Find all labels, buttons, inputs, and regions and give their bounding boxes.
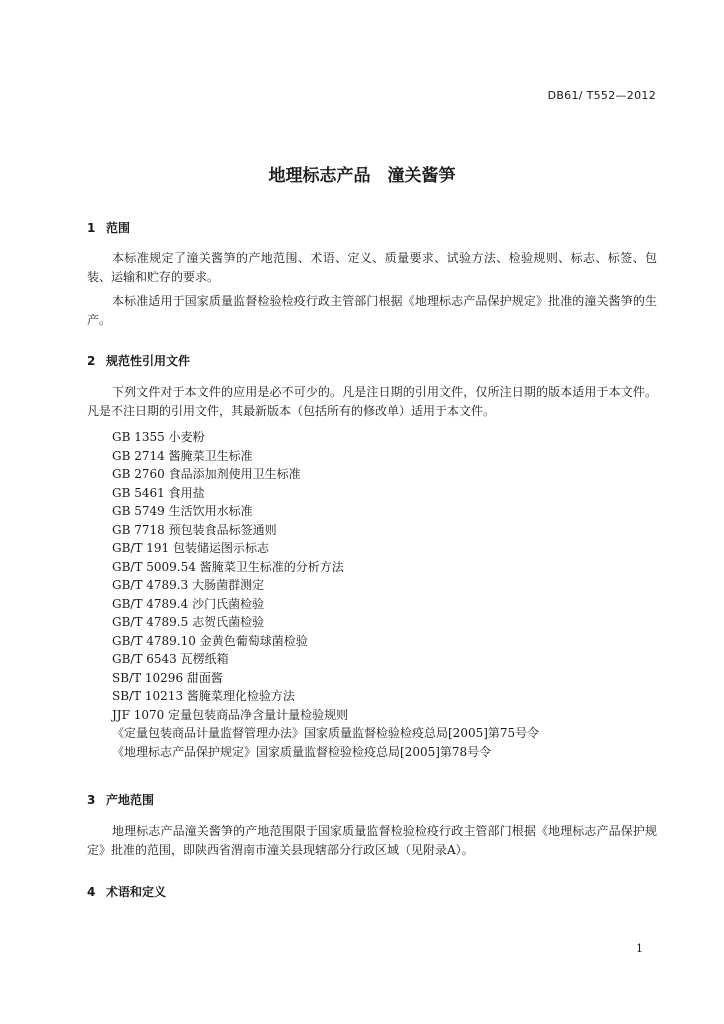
list-item: GB 5749 生活饮用水标准 <box>112 504 253 518</box>
page-number: 1 <box>636 942 643 955</box>
list-item: JJF 1070 定量包装商品净含量计量检验规则 <box>112 707 349 722</box>
section-title: 产地范围 <box>106 793 155 807</box>
section-3-heading <box>87 791 154 808</box>
reference-list <box>112 428 539 761</box>
section-1-paragraph-1: 本标准规定了潼关酱笋的产地范围、术语、定义、质量要求、试验方法、检验规则、标志、标签、包装、运输和贮存的要求。 <box>87 251 657 284</box>
section-4-heading <box>87 883 166 900</box>
section-3-paragraph: 地理标志产品潼关酱笋的产地范围限于国家质量监督检验检疫行政主管部门根据《地理标志产品保护规定》批准的范围，即陕西省渭南市潼关县现辖部分行政区域（见附录A）。 <box>87 824 657 857</box>
list-item: GB/T 4789.4 沙门氏菌检验 <box>112 596 265 611</box>
list-item: GB 5461 食用盐 <box>112 485 205 500</box>
list-item: 《定量包装商品计量监督管理办法》国家质量监督检验检疫总局[2005]第75号令 <box>112 726 540 740</box>
list-item: 《地理标志产品保护规定》国家质量监督检验检疫总局[2005]第78号令 <box>112 744 492 759</box>
section-title: 规范性引用文件 <box>106 354 191 368</box>
list-item: GB 1355 小麦粉 <box>112 430 205 444</box>
list-item: GB 7718 预包装食品标签通则 <box>112 522 277 537</box>
list-item: SB/T 10213 酱腌菜理化检验方法 <box>112 689 295 703</box>
section-2-intro: 下列文件对于本文件的应用是必不可少的。凡是注日期的引用文件，仅所注日期的版本适用于本文件。凡是不注日期的引用文件，其最新版本（包括所有的修改单）适用于本文件。 <box>87 385 657 418</box>
section-number: 4 <box>87 885 96 899</box>
list-item: GB/T 4789.5 志贺氏菌检验 <box>112 615 265 629</box>
list-item: GB 2714 酱腌菜卫生标准 <box>112 448 253 463</box>
section-title: 术语和定义 <box>106 885 167 899</box>
list-item: GB/T 4789.3 大肠菌群测定 <box>112 578 265 592</box>
list-item: GB/T 191 包装储运图示标志 <box>112 541 269 555</box>
section-title: 范围 <box>106 221 131 235</box>
section-1-heading <box>87 219 130 236</box>
list-item: GB 2760 食品添加剂使用卫生标准 <box>112 467 301 481</box>
list-item: GB/T 6543 瓦楞纸箱 <box>112 652 229 666</box>
section-number: 2 <box>87 354 96 368</box>
section-number: 1 <box>87 221 96 235</box>
document-title: 地理标志产品 潼关酱笋 <box>268 166 456 186</box>
section-2-heading <box>87 352 190 369</box>
section-1-paragraph-2: 本标准适用于国家质量监督检验检疫行政主管部门根据《地理标志产品保护规定》批准的潼关酱笋的生产。 <box>87 294 657 327</box>
standard-code: DB61/ T552—2012 <box>547 89 656 102</box>
list-item: SB/T 10296 甜面酱 <box>112 670 223 685</box>
section-number: 3 <box>87 793 96 807</box>
list-item: GB/T 4789.10 金黄色葡萄球菌检验 <box>112 633 308 648</box>
list-item: GB/T 5009.54 酱腌菜卫生标准的分析方法 <box>112 559 344 574</box>
